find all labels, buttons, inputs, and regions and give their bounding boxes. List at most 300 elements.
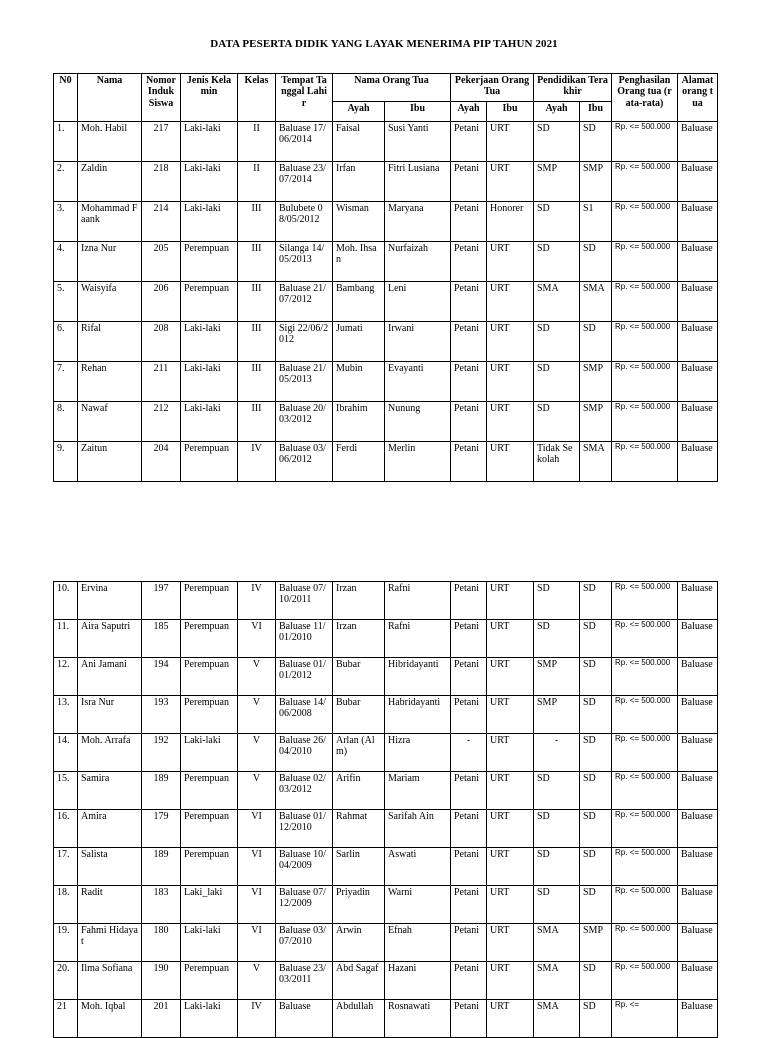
cell-k-ibu: URT xyxy=(487,848,534,886)
cell-ttl: Silanga 14/05/2013 xyxy=(276,242,333,282)
cell-ayah: Wisman xyxy=(333,202,385,242)
cell-ibu: Habridayanti xyxy=(385,696,451,734)
cell-ttl: Baluase 11/01/2010 xyxy=(276,620,333,658)
cell-p-ibu: SD xyxy=(580,658,612,696)
subheader-kerja-ibu: Ibu xyxy=(487,102,534,122)
cell-ttl: Baluase 23/03/2011 xyxy=(276,962,333,1000)
cell-kelas: VI xyxy=(238,886,276,924)
cell-nis: 201 xyxy=(142,1000,181,1038)
cell-p-ibu: SD xyxy=(580,848,612,886)
cell-p-ibu: SD xyxy=(580,772,612,810)
cell-ibu: Fitri Lusiana xyxy=(385,162,451,202)
table-row xyxy=(54,924,718,962)
cell-no: 15. xyxy=(54,772,78,810)
cell-alamat: Baluase xyxy=(678,1000,718,1038)
cell-k-ayah: Petani xyxy=(451,696,487,734)
cell-p-ayah: SD xyxy=(534,122,580,162)
table-row xyxy=(54,362,718,402)
table-row xyxy=(54,1000,718,1038)
cell-no: 16. xyxy=(54,810,78,848)
cell-alamat: Baluase xyxy=(678,402,718,442)
table-row xyxy=(54,696,718,734)
table-row xyxy=(54,242,718,282)
cell-gaji: Rp. <= xyxy=(612,1000,678,1038)
cell-k-ibu: URT xyxy=(487,242,534,282)
cell-k-ibu: URT xyxy=(487,582,534,620)
table-row xyxy=(54,582,718,620)
col-header-pekerjaan: Pekerjaan Orang Tua xyxy=(451,74,534,102)
cell-nis: 208 xyxy=(142,322,181,362)
cell-alamat: Baluase xyxy=(678,810,718,848)
cell-p-ibu: SD xyxy=(580,322,612,362)
cell-nama: Amira xyxy=(78,810,142,848)
cell-k-ayah: Petani xyxy=(451,322,487,362)
cell-k-ibu: URT xyxy=(487,122,534,162)
students-table-part-2 xyxy=(53,581,718,1038)
cell-alamat: Baluase xyxy=(678,202,718,242)
subheader-ibu: Ibu xyxy=(385,102,451,122)
cell-no: 1. xyxy=(54,122,78,162)
cell-ayah: Faisal xyxy=(333,122,385,162)
cell-p-ibu: SD xyxy=(580,122,612,162)
col-header-alamat: Alamat orang tua xyxy=(678,74,718,122)
table-row xyxy=(54,886,718,924)
cell-ayah: Arifin xyxy=(333,772,385,810)
cell-jk: Perempuan xyxy=(181,658,238,696)
cell-gaji: Rp. <= 500.000 xyxy=(612,202,678,242)
cell-ayah: Abd Sagaf xyxy=(333,962,385,1000)
page-title: DATA PESERTA DIDIK YANG LAYAK MENERIMA PIP TAHUN 2021 xyxy=(210,38,558,50)
cell-k-ayah: Petani xyxy=(451,402,487,442)
cell-ibu: Hizra xyxy=(385,734,451,772)
cell-nis: 204 xyxy=(142,442,181,482)
cell-kelas: VI xyxy=(238,810,276,848)
cell-p-ayah: SD xyxy=(534,810,580,848)
cell-p-ibu: SD xyxy=(580,582,612,620)
cell-ibu: Efnah xyxy=(385,924,451,962)
cell-p-ayah: SD xyxy=(534,582,580,620)
cell-alamat: Baluase xyxy=(678,772,718,810)
cell-no: 21 xyxy=(54,1000,78,1038)
subheader-pend-ayah: Ayah xyxy=(534,102,580,122)
cell-nis: 179 xyxy=(142,810,181,848)
cell-p-ayah: SMP xyxy=(534,658,580,696)
cell-ibu: Maryana xyxy=(385,202,451,242)
cell-no: 12. xyxy=(54,658,78,696)
cell-nis: 206 xyxy=(142,282,181,322)
cell-ibu: Nurfaizah xyxy=(385,242,451,282)
cell-k-ibu: URT xyxy=(487,962,534,1000)
cell-nis: 183 xyxy=(142,886,181,924)
cell-gaji: Rp. <= 500.000 xyxy=(612,620,678,658)
cell-p-ayah: SD xyxy=(534,772,580,810)
cell-k-ayah: Petani xyxy=(451,924,487,962)
cell-kelas: IV xyxy=(238,442,276,482)
table-row xyxy=(54,810,718,848)
cell-kelas: III xyxy=(238,402,276,442)
cell-no: 7. xyxy=(54,362,78,402)
cell-ttl: Baluase 01/12/2010 xyxy=(276,810,333,848)
cell-ttl: Baluase 17/06/2014 xyxy=(276,122,333,162)
cell-jk: Perempuan xyxy=(181,810,238,848)
cell-alamat: Baluase xyxy=(678,322,718,362)
cell-p-ibu: SMP xyxy=(580,402,612,442)
cell-ayah: Irzan xyxy=(333,620,385,658)
cell-no: 5. xyxy=(54,282,78,322)
cell-k-ibu: URT xyxy=(487,734,534,772)
cell-kelas: V xyxy=(238,962,276,1000)
cell-gaji: Rp. <= 500.000 xyxy=(612,658,678,696)
table-row xyxy=(54,322,718,362)
cell-ttl: Baluase 23/07/2014 xyxy=(276,162,333,202)
cell-ibu: Hibridayanti xyxy=(385,658,451,696)
table-body-part-1 xyxy=(54,122,718,482)
cell-jk: Laki-laki xyxy=(181,362,238,402)
cell-k-ayah: Petani xyxy=(451,122,487,162)
cell-gaji: Rp. <= 500.000 xyxy=(612,886,678,924)
cell-gaji: Rp. <= 500.000 xyxy=(612,734,678,772)
cell-alamat: Baluase xyxy=(678,442,718,482)
cell-k-ayah: Petani xyxy=(451,162,487,202)
cell-no: 13. xyxy=(54,696,78,734)
cell-gaji: Rp. <= 500.000 xyxy=(612,848,678,886)
cell-k-ayah: Petani xyxy=(451,658,487,696)
cell-p-ibu: SD xyxy=(580,962,612,1000)
cell-k-ibu: URT xyxy=(487,1000,534,1038)
cell-nis: 180 xyxy=(142,924,181,962)
cell-p-ibu: SMP xyxy=(580,924,612,962)
table-row xyxy=(54,962,718,1000)
cell-alamat: Baluase xyxy=(678,162,718,202)
cell-kelas: III xyxy=(238,322,276,362)
cell-ayah: Moh. Ihsan xyxy=(333,242,385,282)
cell-jk: Laki-laki xyxy=(181,734,238,772)
cell-gaji: Rp. <= 500.000 xyxy=(612,810,678,848)
cell-gaji: Rp. <= 500.000 xyxy=(612,442,678,482)
cell-alamat: Baluase xyxy=(678,362,718,402)
col-header-nama: Nama xyxy=(78,74,142,122)
cell-k-ibu: Honorer xyxy=(487,202,534,242)
cell-p-ayah: SMA xyxy=(534,282,580,322)
cell-ayah: Arlan (Alm) xyxy=(333,734,385,772)
col-header-penghasilan: Penghasilan Orang tua (rata-rata) xyxy=(612,74,678,122)
cell-nama: Samira xyxy=(78,772,142,810)
cell-k-ayah: Petani xyxy=(451,1000,487,1038)
cell-p-ayah: SMP xyxy=(534,696,580,734)
cell-ttl: Baluase 01/01/2012 xyxy=(276,658,333,696)
cell-k-ibu: URT xyxy=(487,772,534,810)
cell-alamat: Baluase xyxy=(678,924,718,962)
table-row xyxy=(54,658,718,696)
table-row xyxy=(54,848,718,886)
cell-p-ayah: SD xyxy=(534,620,580,658)
cell-alamat: Baluase xyxy=(678,886,718,924)
cell-ttl: Baluase 07/12/2009 xyxy=(276,886,333,924)
subheader-kerja-ayah: Ayah xyxy=(451,102,487,122)
cell-no: 6. xyxy=(54,322,78,362)
cell-ttl: Baluase 26/04/2010 xyxy=(276,734,333,772)
cell-ttl: Baluase 10/04/2009 xyxy=(276,848,333,886)
cell-alamat: Baluase xyxy=(678,242,718,282)
cell-k-ayah: Petani xyxy=(451,772,487,810)
cell-kelas: III xyxy=(238,362,276,402)
cell-nama: Moh. Iqbal xyxy=(78,1000,142,1038)
cell-no: 3. xyxy=(54,202,78,242)
cell-p-ayah: SD xyxy=(534,886,580,924)
cell-p-ibu: SD xyxy=(580,810,612,848)
cell-nama: Ervina xyxy=(78,582,142,620)
cell-p-ibu: SMA xyxy=(580,442,612,482)
cell-no: 19. xyxy=(54,924,78,962)
cell-k-ibu: URT xyxy=(487,162,534,202)
cell-no: 2. xyxy=(54,162,78,202)
col-header-no: N0 xyxy=(54,74,78,122)
cell-alamat: Baluase xyxy=(678,734,718,772)
cell-nis: 193 xyxy=(142,696,181,734)
cell-p-ibu: S1 xyxy=(580,202,612,242)
cell-no: 20. xyxy=(54,962,78,1000)
cell-no: 14. xyxy=(54,734,78,772)
cell-k-ayah: Petani xyxy=(451,242,487,282)
cell-ttl: Baluase 03/07/2010 xyxy=(276,924,333,962)
cell-nama: Izna Nur xyxy=(78,242,142,282)
cell-p-ibu: SD xyxy=(580,886,612,924)
cell-p-ayah: SD xyxy=(534,202,580,242)
cell-ibu: Hazani xyxy=(385,962,451,1000)
cell-jk: Perempuan xyxy=(181,772,238,810)
cell-gaji: Rp. <= 500.000 xyxy=(612,242,678,282)
cell-gaji: Rp. <= 500.000 xyxy=(612,122,678,162)
cell-nis: 190 xyxy=(142,962,181,1000)
cell-ibu: Merlin xyxy=(385,442,451,482)
cell-p-ayah: SD xyxy=(534,242,580,282)
table-row xyxy=(54,734,718,772)
cell-nama: Waisyifa xyxy=(78,282,142,322)
cell-nama: Moh. Habil xyxy=(78,122,142,162)
cell-p-ayah: Tidak Sekolah xyxy=(534,442,580,482)
cell-no: 17. xyxy=(54,848,78,886)
cell-nis: 211 xyxy=(142,362,181,402)
cell-ayah: Rahmat xyxy=(333,810,385,848)
table-row xyxy=(54,772,718,810)
cell-nama: Radit xyxy=(78,886,142,924)
cell-p-ibu: SD xyxy=(580,734,612,772)
col-header-jenis-kelamin: Jenis Kelamin xyxy=(181,74,238,122)
cell-k-ibu: URT xyxy=(487,696,534,734)
cell-p-ibu: SD xyxy=(580,242,612,282)
col-header-kelas: Kelas xyxy=(238,74,276,122)
cell-gaji: Rp. <= 500.000 xyxy=(612,772,678,810)
cell-nama: Ani Jamani xyxy=(78,658,142,696)
cell-ayah: Bambang xyxy=(333,282,385,322)
subheader-pend-ibu: Ibu xyxy=(580,102,612,122)
cell-ayah: Arwin xyxy=(333,924,385,962)
col-header-ttl: Tempat Tanggal Lahir xyxy=(276,74,333,122)
cell-kelas: VI xyxy=(238,848,276,886)
cell-k-ayah: - xyxy=(451,734,487,772)
cell-ibu: Rafni xyxy=(385,582,451,620)
cell-kelas: III xyxy=(238,282,276,322)
cell-nama: Isra Nur xyxy=(78,696,142,734)
cell-gaji: Rp. <= 500.000 xyxy=(612,696,678,734)
cell-k-ibu: URT xyxy=(487,924,534,962)
cell-ibu: Evayanti xyxy=(385,362,451,402)
cell-ttl: Baluase 20/03/2012 xyxy=(276,402,333,442)
cell-p-ibu: SD xyxy=(580,696,612,734)
subheader-ayah: Ayah xyxy=(333,102,385,122)
cell-kelas: III xyxy=(238,202,276,242)
cell-p-ibu: SD xyxy=(580,620,612,658)
cell-kelas: IV xyxy=(238,582,276,620)
cell-no: 9. xyxy=(54,442,78,482)
cell-p-ayah: SD xyxy=(534,362,580,402)
cell-nis: 217 xyxy=(142,122,181,162)
cell-k-ayah: Petani xyxy=(451,962,487,1000)
cell-k-ibu: URT xyxy=(487,810,534,848)
cell-nis: 192 xyxy=(142,734,181,772)
cell-p-ayah: - xyxy=(534,734,580,772)
cell-kelas: VI xyxy=(238,620,276,658)
cell-p-ayah: SMA xyxy=(534,924,580,962)
cell-k-ayah: Petani xyxy=(451,582,487,620)
cell-ttl: Baluase 21/07/2012 xyxy=(276,282,333,322)
cell-gaji: Rp. <= 500.000 xyxy=(612,582,678,620)
cell-k-ayah: Petani xyxy=(451,886,487,924)
cell-jk: Perempuan xyxy=(181,582,238,620)
cell-p-ayah: SMA xyxy=(534,962,580,1000)
cell-gaji: Rp. <= 500.000 xyxy=(612,402,678,442)
cell-nama: Salista xyxy=(78,848,142,886)
cell-p-ibu: SMP xyxy=(580,362,612,402)
table-row xyxy=(54,122,718,162)
cell-ibu: Susi Yanti xyxy=(385,122,451,162)
cell-ibu: Irwani xyxy=(385,322,451,362)
cell-ayah: Bubar xyxy=(333,658,385,696)
cell-nama: Rehan xyxy=(78,362,142,402)
cell-alamat: Baluase xyxy=(678,282,718,322)
table-row xyxy=(54,202,718,242)
cell-k-ayah: Petani xyxy=(451,362,487,402)
cell-nis: 185 xyxy=(142,620,181,658)
cell-k-ibu: URT xyxy=(487,886,534,924)
table-row xyxy=(54,402,718,442)
cell-kelas: V xyxy=(238,734,276,772)
col-header-nomor: Nomor Induk Siswa xyxy=(142,74,181,122)
cell-kelas: V xyxy=(238,658,276,696)
cell-no: 10. xyxy=(54,582,78,620)
table-row xyxy=(54,620,718,658)
cell-ttl: Baluase xyxy=(276,1000,333,1038)
cell-gaji: Rp. <= 500.000 xyxy=(612,322,678,362)
cell-jk: Laki-laki xyxy=(181,202,238,242)
cell-ayah: Mubin xyxy=(333,362,385,402)
cell-ibu: Sarifah Ain xyxy=(385,810,451,848)
cell-alamat: Baluase xyxy=(678,582,718,620)
cell-ayah: Irzan xyxy=(333,582,385,620)
cell-ttl: Baluase 21/05/2013 xyxy=(276,362,333,402)
table-row xyxy=(54,162,718,202)
cell-ayah: Irfan xyxy=(333,162,385,202)
cell-k-ibu: URT xyxy=(487,322,534,362)
cell-jk: Perempuan xyxy=(181,442,238,482)
col-header-orang-tua: Nama Orang Tua xyxy=(333,74,451,102)
cell-ibu: Aswati xyxy=(385,848,451,886)
cell-k-ibu: URT xyxy=(487,442,534,482)
table-row xyxy=(54,282,718,322)
cell-nama: Mohammad Faank xyxy=(78,202,142,242)
cell-ttl: Baluase 07/10/2011 xyxy=(276,582,333,620)
cell-kelas: V xyxy=(238,772,276,810)
cell-jk: Perempuan xyxy=(181,848,238,886)
cell-nis: 205 xyxy=(142,242,181,282)
cell-gaji: Rp. <= 500.000 xyxy=(612,924,678,962)
cell-nama: Ilma Sofiana xyxy=(78,962,142,1000)
cell-jk: Laki-laki xyxy=(181,1000,238,1038)
cell-alamat: Baluase xyxy=(678,122,718,162)
cell-kelas: II xyxy=(238,122,276,162)
cell-nama: Moh. Arrafa xyxy=(78,734,142,772)
cell-k-ayah: Petani xyxy=(451,282,487,322)
cell-jk: Laki-laki xyxy=(181,322,238,362)
cell-jk: Perempuan xyxy=(181,962,238,1000)
cell-k-ayah: Petani xyxy=(451,442,487,482)
cell-ttl: Baluase 02/03/2012 xyxy=(276,772,333,810)
cell-p-ibu: SMA xyxy=(580,282,612,322)
cell-gaji: Rp. <= 500.000 xyxy=(612,362,678,402)
cell-no: 18. xyxy=(54,886,78,924)
cell-k-ayah: Petani xyxy=(451,848,487,886)
cell-nis: 197 xyxy=(142,582,181,620)
cell-nama: Zaldin xyxy=(78,162,142,202)
cell-ayah: Ferdi xyxy=(333,442,385,482)
cell-gaji: Rp. <= 500.000 xyxy=(612,162,678,202)
students-table-part-1 xyxy=(53,73,718,482)
cell-ibu: Warni xyxy=(385,886,451,924)
cell-ibu: Rafni xyxy=(385,620,451,658)
cell-alamat: Baluase xyxy=(678,620,718,658)
cell-no: 4. xyxy=(54,242,78,282)
cell-ayah: Abdullah xyxy=(333,1000,385,1038)
cell-ibu: Nunung xyxy=(385,402,451,442)
cell-ayah: Sarlin xyxy=(333,848,385,886)
cell-ayah: Priyadin xyxy=(333,886,385,924)
cell-nama: Aira Saputri xyxy=(78,620,142,658)
cell-nis: 212 xyxy=(142,402,181,442)
cell-p-ibu: SD xyxy=(580,1000,612,1038)
cell-p-ayah: SMP xyxy=(534,162,580,202)
cell-p-ibu: SMP xyxy=(580,162,612,202)
cell-nama: Zaitun xyxy=(78,442,142,482)
cell-k-ayah: Petani xyxy=(451,810,487,848)
cell-jk: Laki_laki xyxy=(181,886,238,924)
table-row xyxy=(54,442,718,482)
cell-p-ayah: SD xyxy=(534,848,580,886)
cell-ayah: Ibrahim xyxy=(333,402,385,442)
cell-alamat: Baluase xyxy=(678,848,718,886)
cell-kelas: III xyxy=(238,242,276,282)
cell-alamat: Baluase xyxy=(678,962,718,1000)
cell-nis: 218 xyxy=(142,162,181,202)
col-header-pendidikan: Pendidikan Terakhir xyxy=(534,74,612,102)
cell-ttl: Sigi 22/06/2012 xyxy=(276,322,333,362)
cell-kelas: VI xyxy=(238,924,276,962)
cell-jk: Laki-laki xyxy=(181,924,238,962)
cell-p-ayah: SD xyxy=(534,322,580,362)
cell-k-ibu: URT xyxy=(487,282,534,322)
cell-ibu: Leni xyxy=(385,282,451,322)
cell-jk: Laki-laki xyxy=(181,122,238,162)
cell-jk: Perempuan xyxy=(181,282,238,322)
